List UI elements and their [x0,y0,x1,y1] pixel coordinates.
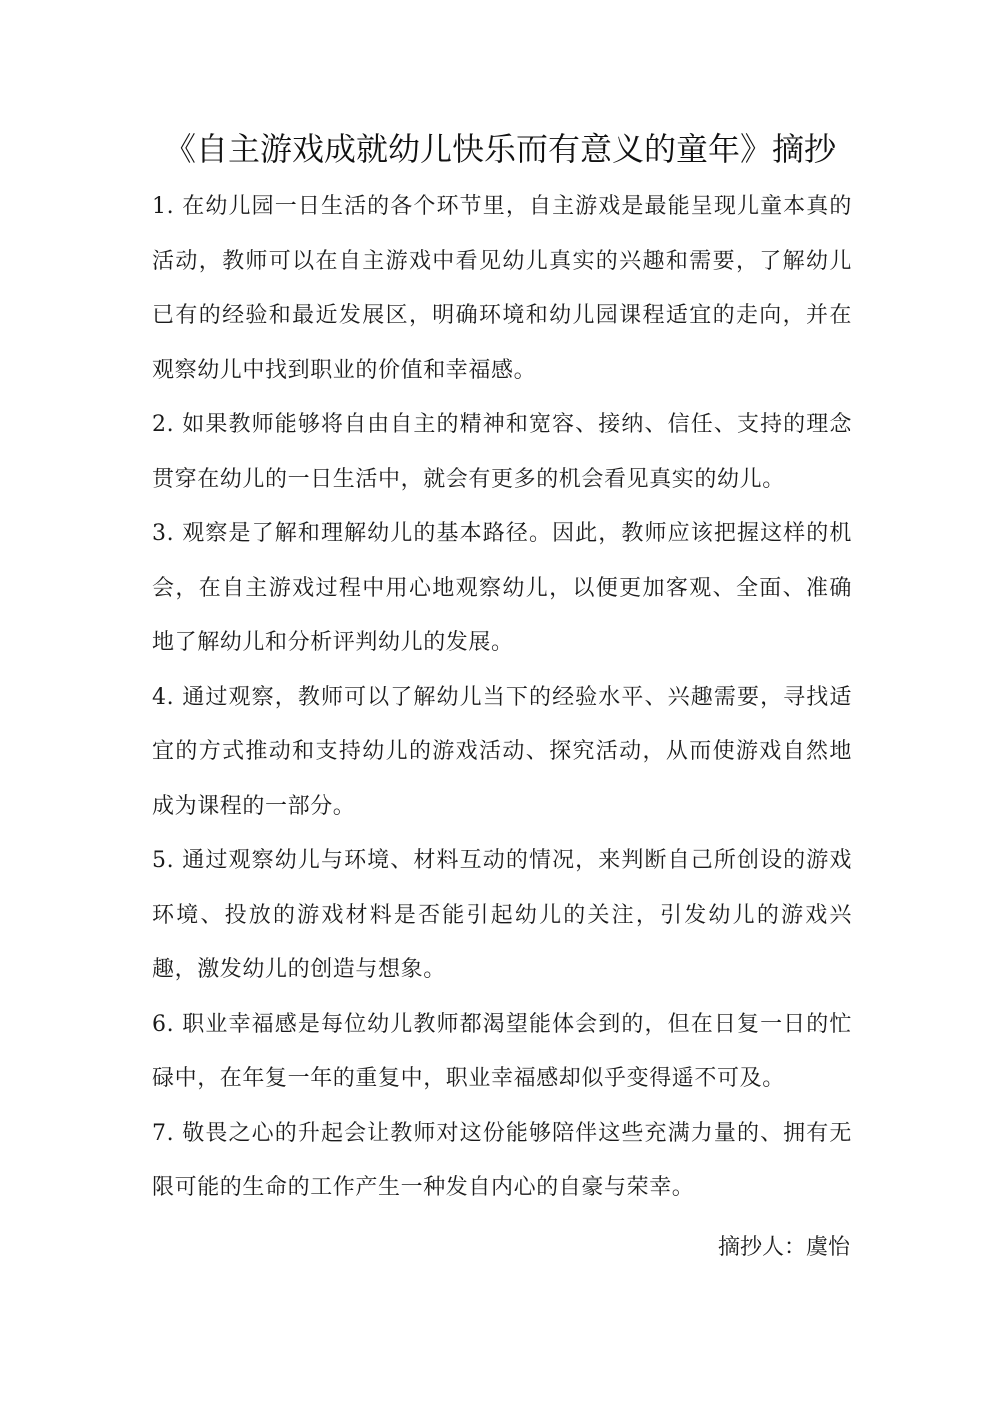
paragraph-3: 3. 观察是了解和理解幼儿的基本路径。因此，教师应该把握这样的机会，在自主游戏过程中用心地观察幼儿，以便更加客观、全面、准确地了解幼儿和分析评判幼儿的发展。 [152,521,852,655]
paragraph-1: 1. 在幼儿园一日生活的各个环节里，自主游戏是最能呈现儿童本真的活动，教师可以在自主游戏中看见幼儿真实的兴趣和需要，了解幼儿已有的经验和最近发展区，明确环境和幼儿园课程适宜的走向，并在观察幼儿中找到职业的价值和幸福感。 [152,194,852,383]
paragraph-5: 5. 通过观察幼儿与环境、材料互动的情况，来判断自己所创设的游戏环境、投放的游戏材料是否能引起幼儿的关注，引发幼儿的游戏兴趣，激发幼儿的创造与想象。 [152,848,852,982]
paragraph-6: 6. 职业幸福感是每位幼儿教师都渴望能体会到的，但在日复一日的忙碌中，在年复一年的重复中，职业幸福感却似乎变得遥不可及。 [152,1011,852,1091]
document-title: 《自主游戏成就幼儿快乐而有意义的童年》摘抄 [163,130,836,168]
paragraph-7: 7. 敬畏之心的升起会让教师对这份能够陪伴这些充满力量的、拥有无限可能的生命的工作产生一种发自内心的自豪与荣幸。 [152,1120,852,1200]
document-body [152,180,852,1216]
paragraph-4: 4. 通过观察，教师可以了解幼儿当下的经验水平、兴趣需要，寻找适宜的方式推动和支持幼儿的游戏活动、探究活动，从而使游戏自然地成为课程的一部分。 [152,684,852,819]
paragraph-2: 2. 如果教师能够将自由自主的精神和宽容、接纳、信任、支持的理念贯穿在幼儿的一日生活中，就会有更多的机会看见真实的幼儿。 [152,412,852,492]
excerpt-signature: 摘抄人：虞怡 [717,1235,850,1260]
